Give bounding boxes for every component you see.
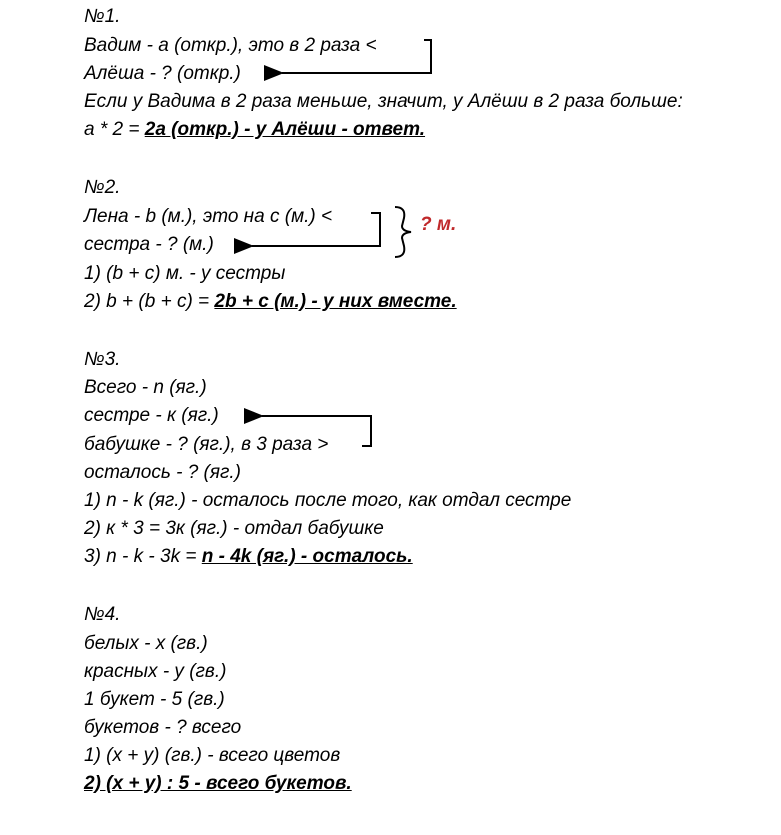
problem-1-line-3: Если у Вадима в 2 раза меньше, значит, у Алёши в 2 раза больше: (84, 91, 683, 112)
problem-3-line-2: сестре - к (яг.) (84, 405, 219, 426)
problem-3-answer: n - 4k (яг.) - осталось. (201, 546, 413, 567)
problem-4-line-5: 1) (х + у) (гв.) - всего цветов (84, 745, 341, 766)
problem-4-line-2: красных - у (гв.) (84, 661, 227, 682)
problem-2-answer: 2b + c (м.) - у них вместе. (214, 291, 457, 312)
problem-2-line-3: 1) (b + c) м. - у сестры (84, 263, 286, 284)
problem-3-line-5: 1) n - k (яг.) - осталось после того, как отдал сестре (84, 490, 572, 511)
problem-2-title: №2. (84, 177, 121, 198)
problem-4-line-4: букетов - ? всего (84, 717, 242, 738)
problem-3-arrow (262, 416, 371, 446)
problem-2-line-1: Лена - b (м.), это на с (м.) < (84, 206, 333, 227)
problem-3-line-3: бабушке - ? (яг.), в 3 раза > (84, 434, 329, 455)
problem-1-title: №1. (84, 6, 121, 27)
problem-1-expression: а * 2 = (84, 119, 145, 140)
problem-2-brace (395, 207, 411, 257)
problem-3-expression: 3) n - k - 3k = (84, 546, 202, 567)
problem-1-line-2: Алёша - ? (откр.) (84, 63, 241, 84)
problem-3-title: №3. (84, 349, 121, 370)
problem-1-answer: 2а (откр.) - у Алёши - ответ. (144, 119, 426, 140)
problem-4-line-1: белых - х (гв.) (84, 633, 208, 654)
problem-1-arrow (282, 40, 431, 73)
problem-2-arrow (252, 213, 380, 246)
problem-4-line-6: 2) (х + у) : 5 - всего букетов. (84, 773, 352, 794)
problem-3-line-4: осталось - ? (яг.) (84, 462, 241, 483)
problem-4-line-3: 1 букет - 5 (гв.) (84, 689, 225, 710)
problem-2-expression: 2) b + (b + c) = (84, 291, 215, 312)
problem-4-title: №4. (84, 604, 121, 625)
problem-1-line-1: Вадим - а (откр.), это в 2 раза < (84, 35, 377, 56)
problem-2-line-2: сестра - ? (м.) (84, 234, 214, 255)
brace-label: ? м. (420, 214, 457, 235)
problem-3-line-6: 2) к * 3 = 3к (яг.) - отдал бабушке (84, 518, 384, 539)
problem-3-line-1: Всего - n (яг.) (84, 377, 207, 398)
